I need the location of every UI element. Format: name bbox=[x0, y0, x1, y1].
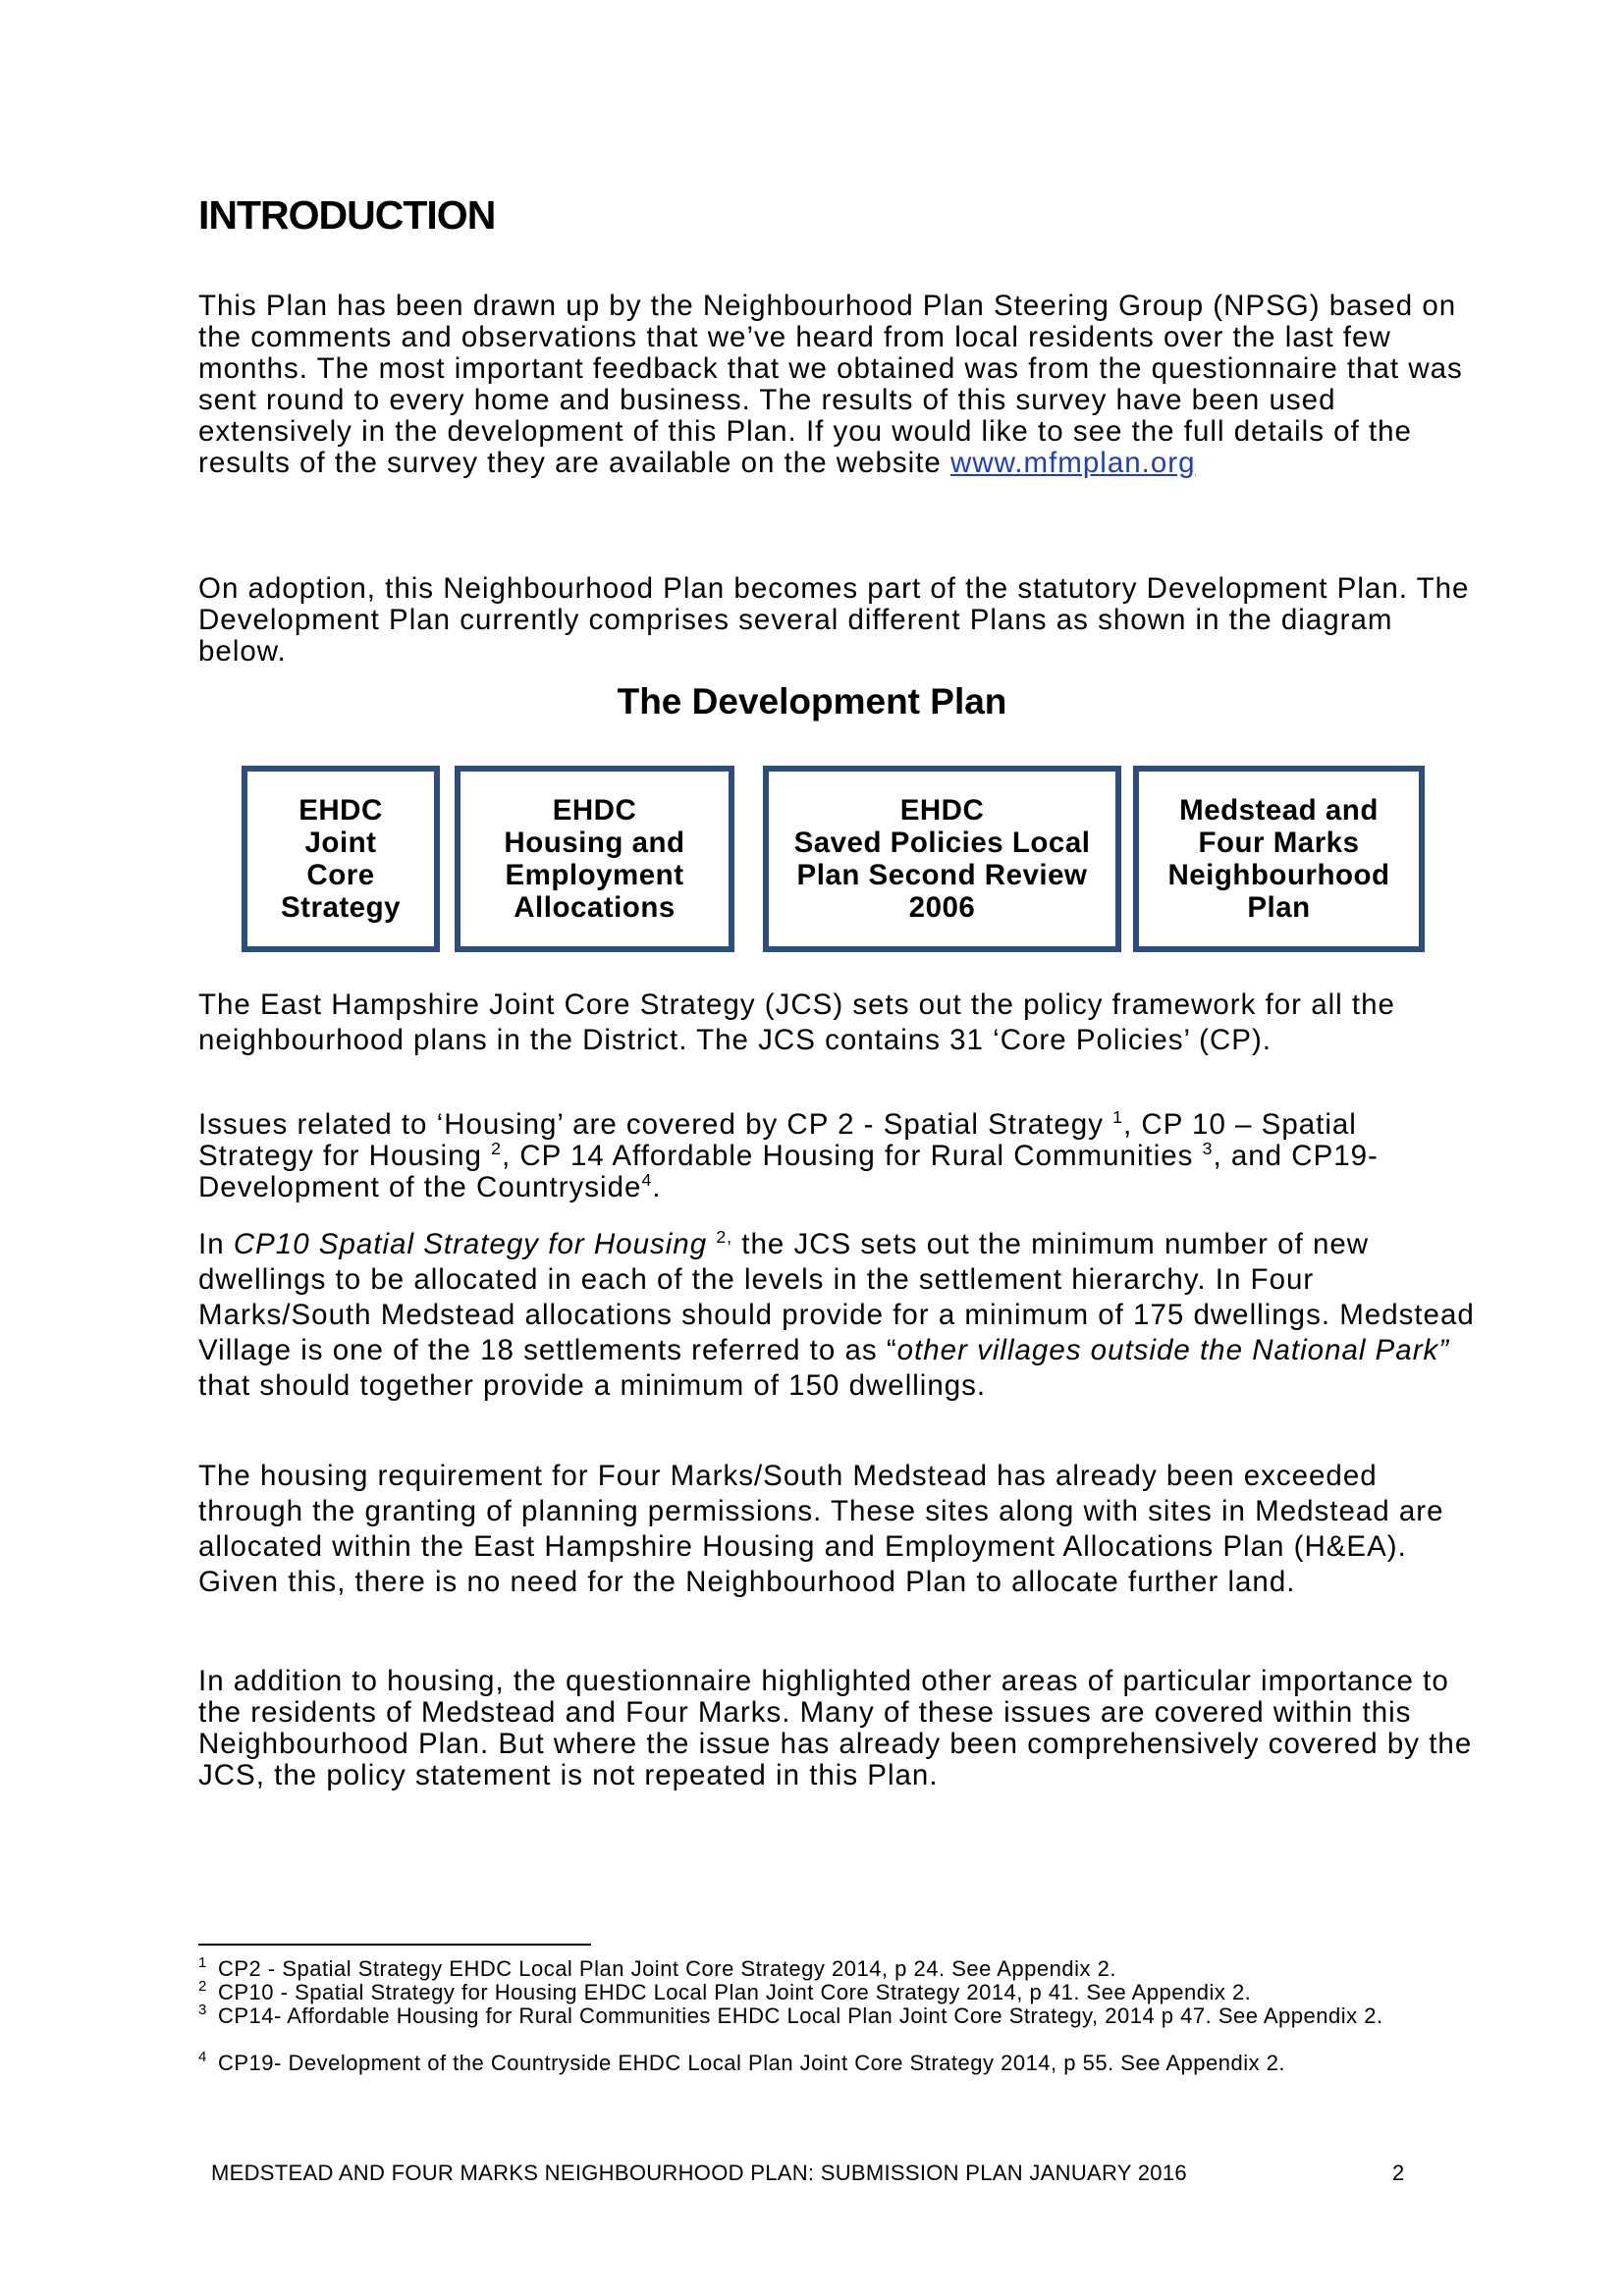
box-line: Housing and bbox=[504, 827, 685, 859]
website-link[interactable]: www.mfmplan.org bbox=[950, 447, 1196, 479]
footnote-text: CP14- Affordable Housing for Rural Communities EHDC Local Plan Joint Core Strategy, 2014 p 47. See Appendix 2. bbox=[218, 2003, 1383, 2028]
footnote-text: CP10 - Spatial Strategy for Housing EHDC Local Plan Joint Core Strategy 2014, p 41. See Appendix 2. bbox=[218, 1980, 1252, 2004]
footnote-separator bbox=[198, 1944, 591, 1946]
housing-paragraph: The housing requirement for Four Marks/South Medstead has already been exceeded through the granting of planning permissions. These sites along with sites in Medstead are allocated within the East Hampshire Housing and Employment Allocations Plan (H&EA). Given this, there is no need for the Neighbourhood Plan to allocate further land. bbox=[198, 1460, 1444, 1598]
box-line: Allocations bbox=[514, 891, 676, 924]
box-line: Strategy bbox=[280, 891, 402, 924]
box-line: EHDC bbox=[899, 794, 985, 827]
text-run: . bbox=[652, 1171, 662, 1203]
text-run: the JCS sets out the minimum number of new dwellings to be allocated in each of the levels in the settlement hierarchy. In Four Marks/South Medstead allocations should provide for a minimum of 175 dwellings. Medstead Village is one of the 18 settlements referred to as “ bbox=[198, 1228, 1475, 1366]
footnote-number: 4 bbox=[198, 2049, 207, 2065]
page-number: 2 bbox=[1392, 2161, 1405, 2185]
box-line: Employment bbox=[505, 859, 684, 891]
footnote-number: 3 bbox=[198, 2002, 207, 2018]
diagram-box-saved-policies bbox=[763, 766, 1121, 952]
footnote-ref: 3 bbox=[1202, 1139, 1214, 1159]
diagram-box-neighbourhood-plan bbox=[1133, 766, 1425, 952]
footnote-ref: 2, bbox=[716, 1227, 733, 1248]
box-line: Core bbox=[306, 859, 375, 891]
box-line: EHDC bbox=[552, 794, 637, 827]
box-line: EHDC bbox=[298, 794, 383, 827]
diagram-title: The Development Plan bbox=[617, 681, 1007, 721]
diagram-box-joint-core-strategy bbox=[242, 766, 440, 952]
text-run: In bbox=[198, 1228, 234, 1260]
issues-paragraph bbox=[198, 1109, 1475, 1203]
box-line: Medstead and bbox=[1179, 794, 1379, 827]
intro-paragraph bbox=[198, 291, 1475, 479]
page-heading: INTRODUCTION bbox=[198, 192, 496, 238]
jcs-paragraph: The East Hampshire Joint Core Strategy (JCS) sets out the policy framework for all the neighbourhood plans in the District. The JCS contains 31 ‘Core Policies’ (CP). bbox=[198, 988, 1395, 1056]
footnote-ref: 1 bbox=[1112, 1107, 1123, 1128]
cp10-paragraph bbox=[198, 1227, 1475, 1404]
box-line: Neighbourhood bbox=[1167, 859, 1390, 891]
text-run: , CP 10 – Spatial Strategy for Housing bbox=[198, 1108, 1357, 1172]
box-line: Plan bbox=[1247, 891, 1311, 924]
text-run: , and CP19- Development of the Countryside bbox=[198, 1140, 1379, 1203]
footnote-4 bbox=[198, 2049, 1465, 2075]
box-line: Joint bbox=[304, 827, 377, 859]
box-line: Plan Second Review bbox=[796, 859, 1088, 891]
footnote-3 bbox=[198, 2004, 1465, 2028]
italic-text: CP10 Spatial Strategy for Housing bbox=[233, 1228, 717, 1260]
footnote-1 bbox=[198, 1954, 1465, 1981]
page-footer: MEDSTEAD AND FOUR MARKS NEIGHBOURHOOD PLAN: SUBMISSION PLAN JANUARY 2016 bbox=[211, 2161, 1187, 2185]
box-line: 2006 bbox=[908, 891, 976, 924]
footnote-ref: 4 bbox=[641, 1170, 653, 1191]
footnote-text: CP2 - Spatial Strategy EHDC Local Plan Joint Core Strategy 2014, p 24. See Appendix 2. bbox=[218, 1956, 1116, 1981]
text-run: Issues related to ‘Housing’ are covered by CP 2 - Spatial Strategy bbox=[198, 1108, 1113, 1141]
intro-text: This Plan has been drawn up by the Neighbourhood Plan Steering Group (NPSG) based on the comments and observations that we’ve heard from local residents over the last few months. The most important feedback that we obtained was from the questionnaire that was sent round to every home and business. The results of this survey have been used extensively in the development of this Plan. If you would like to see the full details of the results of the survey they are available on the website bbox=[198, 290, 1463, 479]
diagram-box-housing-employment bbox=[455, 766, 734, 952]
footnote-number: 1 bbox=[198, 1954, 207, 1971]
footnote-2 bbox=[198, 1978, 1465, 2004]
addition-paragraph: In addition to housing, the questionnaire highlighted other areas of particular importance to the residents of Medstead and Four Marks. Many of these issues are covered within this Neighbourhood Plan. But where the issue has already been comprehensively covered by the JCS, the policy statement is not repeated in this Plan. bbox=[198, 1665, 1473, 1791]
footnote-text: CP19- Development of the Countryside EHDC Local Plan Joint Core Strategy 2014, p 55. See Appendix 2. bbox=[218, 2051, 1286, 2075]
box-line: Four Marks bbox=[1198, 827, 1360, 859]
adoption-paragraph: On adoption, this Neighbourhood Plan becomes part of the statutory Development Plan. The Development Plan currently comprises several different Plans as shown in the diagram below. bbox=[198, 572, 1470, 667]
footnote-number: 2 bbox=[198, 1978, 207, 1995]
text-run: that should together provide a minimum of 150 dwellings. bbox=[198, 1369, 987, 1402]
italic-text: other villages outside the National Park” bbox=[896, 1334, 1450, 1366]
box-line: Saved Policies Local bbox=[793, 827, 1091, 859]
text-run: , CP 14 Affordable Housing for Rural Communities bbox=[501, 1140, 1203, 1172]
footnote-ref: 2 bbox=[491, 1139, 502, 1159]
